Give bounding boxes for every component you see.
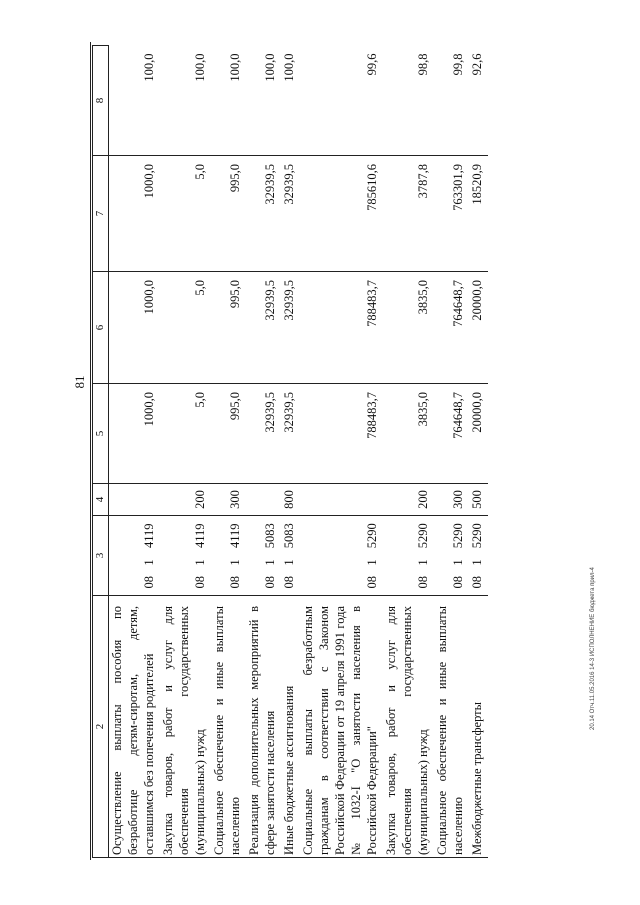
table-left-border [90, 42, 91, 860]
row-name: Иные бюджетные ассигнования [281, 596, 300, 858]
value-col7: 32939,5 [246, 155, 281, 271]
expense-type-code: 200 [160, 483, 211, 515]
target-item-code: 4119 [193, 523, 207, 549]
table-row [469, 45, 488, 857]
section-code: 08 [451, 576, 465, 589]
value-col7: 763301,9 [434, 155, 469, 271]
subsection-code: 1 [263, 559, 277, 566]
row-name: Социальные выплаты безработным гражданам в соответствии с Законом Российской Федерации от 19 апреля 1991 года № 1032-I "О занятости населения в Российской Федерации" [300, 596, 383, 858]
row-name: Межбюджетные трансферты [469, 596, 488, 858]
value-col6: 3835,0 [383, 271, 434, 383]
subsection-code: 1 [365, 559, 379, 566]
target-item-code: 5290 [451, 523, 465, 549]
table-row [246, 45, 281, 857]
value-col7: 5,0 [160, 155, 211, 271]
table-row [281, 45, 300, 857]
budget-table [92, 45, 488, 858]
value-col5: 32939,5 [246, 383, 281, 483]
expense-type-code: 500 [469, 483, 488, 515]
table-row [383, 45, 434, 857]
expense-type-code: 300 [434, 483, 469, 515]
target-item-code: 5290 [470, 523, 484, 549]
page-number: 81 [72, 375, 87, 389]
section-code: 08 [470, 576, 484, 589]
value-col5: 995,0 [211, 383, 246, 483]
value-col7: 3787,8 [383, 155, 434, 271]
value-col6: 20000,0 [469, 271, 488, 383]
table-row [434, 45, 469, 857]
expense-type-code [246, 483, 281, 515]
value-col6: 995,0 [211, 271, 246, 383]
value-col5: 1000,0 [109, 383, 161, 483]
value-col6: 32939,5 [246, 271, 281, 383]
section-code: 08 [142, 576, 156, 589]
target-item-code: 4119 [228, 523, 242, 549]
section-code: 08 [193, 576, 207, 589]
table-row [211, 45, 246, 857]
value-col6: 764648,7 [434, 271, 469, 383]
value-col5: 764648,7 [434, 383, 469, 483]
value-col6: 5,0 [160, 271, 211, 383]
footer-file-code: 20.14 Отч.11.05.2016 14-3 ИСПОЛНЕНИЕ бюджета прил-4 [590, 567, 596, 730]
value-col7: 18520,9 [469, 155, 488, 271]
column-number-row [93, 45, 109, 857]
expense-type-code [109, 483, 161, 515]
value-col8: 100,0 [281, 45, 300, 155]
column-number: 6 [93, 271, 109, 383]
column-number: 7 [93, 155, 109, 271]
column-number: 2 [93, 596, 109, 858]
section-code: 08 [282, 576, 296, 589]
table-row [109, 45, 161, 857]
subsection-code: 1 [416, 559, 430, 566]
row-name: Социальное обеспечение и иные выплаты населению [211, 596, 246, 858]
subsection-code: 1 [470, 559, 484, 566]
value-col5: 3835,0 [383, 383, 434, 483]
value-col8: 100,0 [160, 45, 211, 155]
target-item-code: 5290 [365, 523, 379, 549]
section-code: 08 [365, 576, 379, 589]
expense-type-code [300, 483, 383, 515]
value-col8: 100,0 [211, 45, 246, 155]
value-col7: 1000,0 [109, 155, 161, 271]
column-number: 8 [93, 45, 109, 155]
rotated-table-container [92, 46, 598, 858]
row-name: Осуществление выплаты пособия по безработице детям-сиротам, детям, оставшимся без попечения родителей [109, 596, 161, 858]
value-col8: 99,8 [434, 45, 469, 155]
value-col5: 5,0 [160, 383, 211, 483]
value-col5: 788483,7 [300, 383, 383, 483]
value-col6: 788483,7 [300, 271, 383, 383]
column-number: 5 [93, 383, 109, 483]
row-name: Социальное обеспечение и иные выплаты населению [434, 596, 469, 858]
value-col7: 995,0 [211, 155, 246, 271]
target-item-code: 4119 [142, 523, 156, 549]
value-col6: 32939,5 [281, 271, 300, 383]
column-number: 3 [93, 515, 109, 595]
target-item-code: 5083 [282, 523, 296, 549]
table-body [93, 45, 489, 857]
expense-type-code: 800 [281, 483, 300, 515]
value-col8: 92,6 [469, 45, 488, 155]
target-item-code: 5083 [263, 523, 277, 549]
value-col6: 1000,0 [109, 271, 161, 383]
row-name: Закупка товаров, работ и услуг для обеспечения государственных (муниципальных) нужд [383, 596, 434, 858]
value-col7: 785610,6 [300, 155, 383, 271]
expense-type-code: 200 [383, 483, 434, 515]
value-col5: 20000,0 [469, 383, 488, 483]
table-row [160, 45, 211, 857]
section-code: 08 [416, 576, 430, 589]
subsection-code: 1 [193, 559, 207, 566]
value-col8: 98,8 [383, 45, 434, 155]
subsection-code: 1 [228, 559, 242, 566]
column-number: 4 [93, 483, 109, 515]
value-col8: 100,0 [109, 45, 161, 155]
subsection-code: 1 [142, 559, 156, 566]
value-col7: 32939,5 [281, 155, 300, 271]
expense-type-code: 300 [211, 483, 246, 515]
subsection-code: 1 [451, 559, 465, 566]
target-item-code: 5290 [416, 523, 430, 549]
row-name: Реализация дополнительных мероприятий в сфере занятости населения [246, 596, 281, 858]
section-code: 08 [228, 576, 242, 589]
section-code: 08 [263, 576, 277, 589]
table-row [300, 45, 383, 857]
row-name: Закупка товаров, работ и услуг для обеспечения государственных (муниципальных) нужд [160, 596, 211, 858]
subsection-code: 1 [282, 559, 296, 566]
value-col8: 99,6 [300, 45, 383, 155]
value-col5: 32939,5 [281, 383, 300, 483]
value-col8: 100,0 [246, 45, 281, 155]
